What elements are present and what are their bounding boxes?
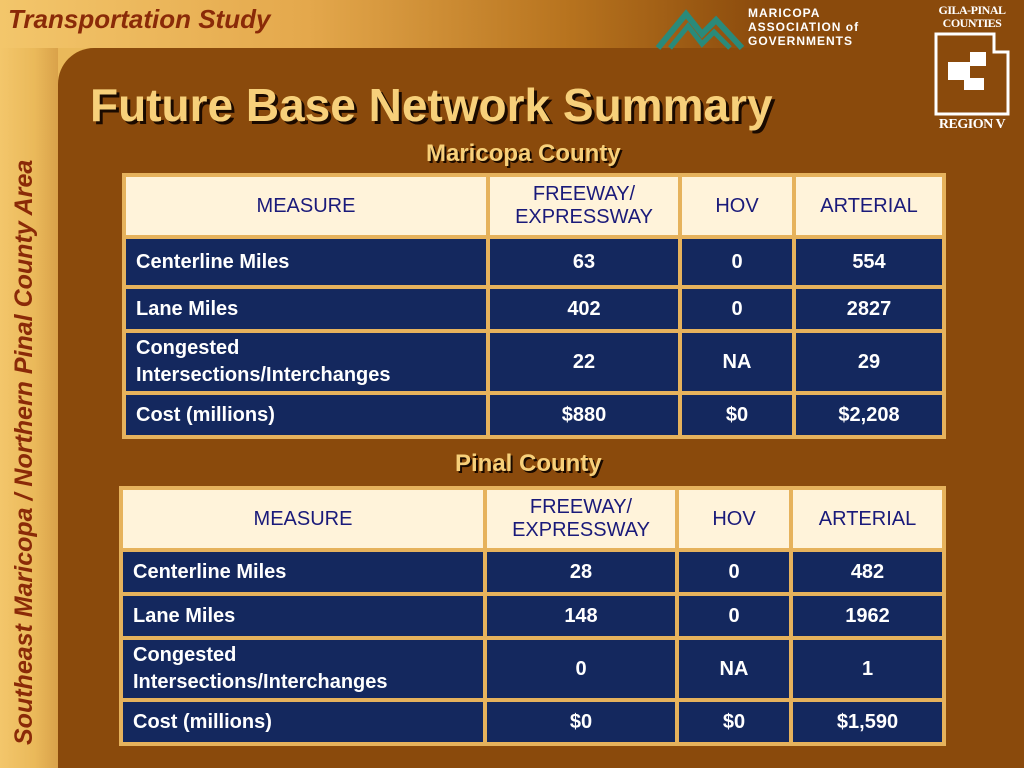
header-hov: HOV xyxy=(679,490,789,548)
row-arterial: 554 xyxy=(796,239,942,285)
row-freeway: 148 xyxy=(487,596,675,636)
row-freeway: 402 xyxy=(490,289,678,329)
row-hov: NA xyxy=(679,640,789,698)
table-row xyxy=(126,289,942,329)
row-measure: Centerline Miles xyxy=(126,239,486,285)
mag-logo xyxy=(656,4,926,50)
maricopa-section-title: Maricopa County xyxy=(426,140,621,167)
gila-line-1: GILA-PINAL xyxy=(938,3,1006,17)
side-title: Southeast Maricopa / Northern Pinal County Area xyxy=(10,159,38,745)
maricopa-table xyxy=(122,173,946,439)
study-title: Transportation Study xyxy=(8,4,271,34)
row-arterial: 2827 xyxy=(796,289,942,329)
table-header-row xyxy=(123,490,942,548)
row-measure-text: Congested Intersections/Interchanges xyxy=(136,337,391,386)
row-measure: Cost (millions) xyxy=(126,395,486,435)
row-arterial: 482 xyxy=(793,552,942,592)
row-measure xyxy=(123,640,483,698)
row-freeway: 0 xyxy=(487,640,675,698)
header-measure: MEASURE xyxy=(123,490,483,548)
row-hov: 0 xyxy=(682,239,792,285)
table-row xyxy=(126,333,942,391)
row-arterial: $2,208 xyxy=(796,395,942,435)
row-measure: Cost (millions) xyxy=(123,702,483,742)
row-arterial: 1 xyxy=(793,640,942,698)
table-row xyxy=(123,596,942,636)
table-row xyxy=(123,640,942,698)
county-map-icon xyxy=(934,32,1010,116)
row-hov: 0 xyxy=(682,289,792,329)
row-freeway: 28 xyxy=(487,552,675,592)
row-measure: Lane Miles xyxy=(123,596,483,636)
table-row xyxy=(123,552,942,592)
row-freeway: $880 xyxy=(490,395,678,435)
header-hov: HOV xyxy=(682,177,792,235)
header-arterial: ARTERIAL xyxy=(796,177,942,235)
table-row xyxy=(126,395,942,435)
header-freeway: FREEWAY/ EXPRESSWAY xyxy=(490,177,678,235)
table-row xyxy=(123,702,942,742)
gila-line-2: COUNTIES xyxy=(942,16,1002,30)
row-freeway: $0 xyxy=(487,702,675,742)
row-arterial: $1,590 xyxy=(793,702,942,742)
header-freeway: FREEWAY/ EXPRESSWAY xyxy=(487,490,675,548)
row-hov: $0 xyxy=(682,395,792,435)
row-measure: Lane Miles xyxy=(126,289,486,329)
mountain-logo-icon xyxy=(656,6,744,50)
row-hov: 0 xyxy=(679,552,789,592)
row-hov: NA xyxy=(682,333,792,391)
header-measure: MEASURE xyxy=(126,177,486,235)
table-row xyxy=(126,239,942,285)
row-hov: $0 xyxy=(679,702,789,742)
row-measure-text: Congested Intersections/Interchanges xyxy=(133,644,388,693)
pinal-section-title: Pinal County xyxy=(455,450,602,477)
mag-line-1: MARICOPA xyxy=(748,6,821,20)
row-arterial: 29 xyxy=(796,333,942,391)
page-title: Future Base Network Summary xyxy=(90,79,773,131)
mag-line-3: GOVERNMENTS xyxy=(748,34,854,48)
row-freeway: 22 xyxy=(490,333,678,391)
table-header-row xyxy=(126,177,942,235)
header-arterial: ARTERIAL xyxy=(793,490,942,548)
gila-region: REGION V xyxy=(938,117,1006,132)
row-measure: Centerline Miles xyxy=(123,552,483,592)
pinal-table xyxy=(119,486,946,746)
row-arterial: 1962 xyxy=(793,596,942,636)
row-freeway: 63 xyxy=(490,239,678,285)
gila-pinal-logo xyxy=(930,2,1014,136)
row-hov: 0 xyxy=(679,596,789,636)
mag-line-2: ASSOCIATION of xyxy=(748,20,860,34)
row-measure xyxy=(126,333,486,391)
